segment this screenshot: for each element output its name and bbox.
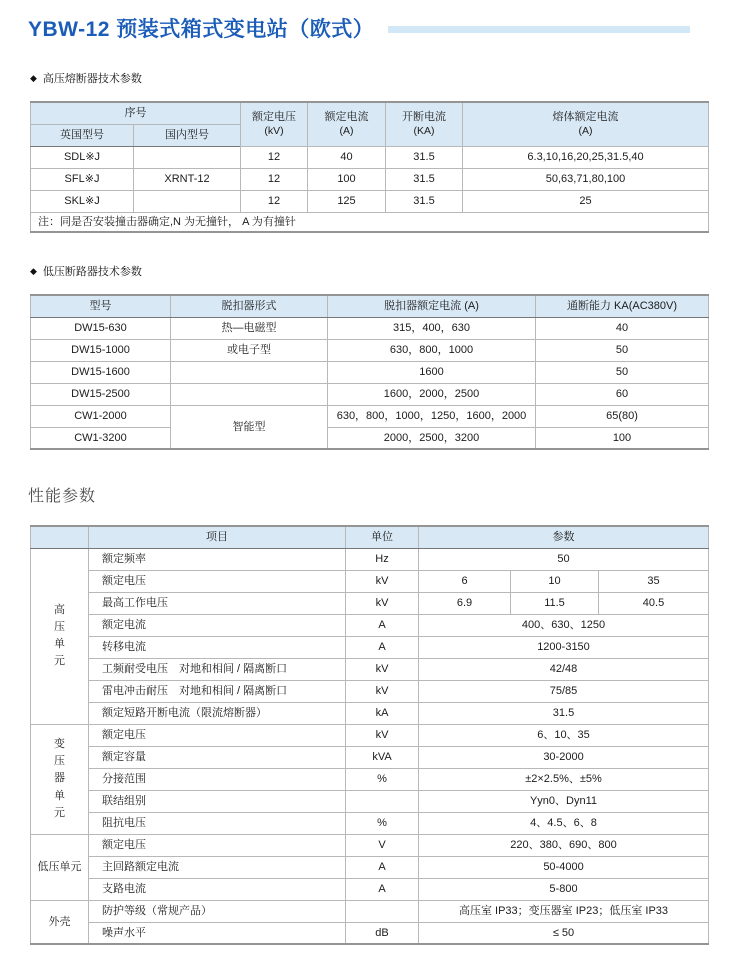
table-row (31, 636, 709, 658)
breaker-table (30, 294, 709, 450)
cell-breaking: 31.5 (386, 190, 463, 212)
cell-capacity: 60 (536, 383, 709, 405)
fuse-header-row-1 (31, 102, 709, 124)
note-row (31, 212, 709, 232)
cell-model: DW15-630 (31, 317, 171, 339)
title-accent-bar (388, 26, 690, 33)
cell-unit: A (346, 614, 419, 636)
cell-value: 5-800 (419, 878, 709, 900)
cell-unit: kV (346, 570, 419, 592)
header-unit: (KA) (413, 124, 435, 137)
header-cell-breaking-current (386, 102, 463, 146)
table-row (31, 658, 709, 680)
header-unit: (A) (578, 124, 593, 137)
cell-item: 联结组别 (89, 790, 346, 812)
cell-unit: % (346, 812, 419, 834)
cell-model: CW1-2000 (31, 405, 171, 427)
header-cell-trip-current: 脱扣器额定电流 (A) (328, 295, 536, 317)
section-label-text: 高压熔断器技术参数 (42, 73, 142, 85)
cell-cn-model (134, 146, 241, 168)
table-note: 注：同是否安装撞击器确定,N 为无撞针， A 为有撞针 (31, 212, 709, 232)
table-row (31, 339, 709, 361)
table-row (31, 922, 709, 944)
cell-model: DW15-1600 (31, 361, 171, 383)
page-title: YBW-12 预装式箱式变电站（欧式） (28, 18, 375, 41)
cell-value: 11.5 (511, 592, 599, 614)
cell-unit: kV (346, 680, 419, 702)
section-label-fuse (30, 70, 738, 86)
performance-table (30, 525, 709, 945)
cell-model: DW15-2500 (31, 383, 171, 405)
perf-header-row (31, 526, 709, 548)
cell-fuse-current: 25 (463, 190, 709, 212)
group-label: 高压单元 (54, 603, 65, 668)
table-row (31, 548, 709, 570)
cell-value: 高压室 IP33；变压器室 IP23；低压室 IP33 (419, 900, 709, 922)
cell-unit: kVA (346, 746, 419, 768)
cell-value: Yyn0、Dyn11 (419, 790, 709, 812)
cell-capacity: 65(80) (536, 405, 709, 427)
cell-value: 31.5 (419, 702, 709, 724)
header-label: 熔体额定电流 (552, 111, 619, 124)
cell-item: 最高工作电压 (89, 592, 346, 614)
cell-value: 75/85 (419, 680, 709, 702)
group-cell-transformer-unit (31, 724, 89, 834)
group-cell-lv-unit (31, 834, 89, 900)
cell-cn-model (134, 190, 241, 212)
cell-value: 30-2000 (419, 746, 709, 768)
table-row (31, 834, 709, 856)
cell-capacity: 40 (536, 317, 709, 339)
table-row (31, 856, 709, 878)
cell-current: 40 (308, 146, 386, 168)
cell-item: 额定容量 (89, 746, 346, 768)
header-label: 额定电流 (324, 111, 369, 124)
cell-trip: 或电子型 (171, 339, 328, 361)
cell-value: 4、4.5、6、8 (419, 812, 709, 834)
header-cell-rated-current (308, 102, 386, 146)
cell-value: 6、10、35 (419, 724, 709, 746)
header-cell-capacity: 通断能力 KA(AC380V) (536, 295, 709, 317)
header-label: 额定电压 (252, 111, 296, 124)
cell-capacity: 100 (536, 427, 709, 449)
header-cell-trip-type: 脱扣器形式 (171, 295, 328, 317)
section-label-text: 低压断路器技术参数 (42, 266, 142, 278)
table-row (31, 317, 709, 339)
cell-trip (171, 383, 328, 405)
cell-item: 噪声水平 (89, 922, 346, 944)
cell-value: ≤ 50 (419, 922, 709, 944)
cell-current: 630，800，1000 (328, 339, 536, 361)
table-row (31, 702, 709, 724)
diamond-bullet-icon: ◆ (30, 72, 37, 83)
cell-unit: V (346, 834, 419, 856)
cell-unit: dB (346, 922, 419, 944)
cell-unit: A (346, 856, 419, 878)
cell-cn-model: XRNT-12 (134, 168, 241, 190)
table-row (31, 680, 709, 702)
cell-unit: kV (346, 658, 419, 680)
section-label-breaker (30, 263, 738, 279)
header-cell-unit: 单位 (346, 526, 419, 548)
cell-current: 630，800，1000，1250，1600，2000 (328, 405, 536, 427)
cell-item: 支路电流 (89, 878, 346, 900)
header-cell-rated-voltage (241, 102, 308, 146)
header-cell-uk-model: 英国型号 (31, 124, 134, 146)
cell-capacity: 50 (536, 339, 709, 361)
cell-unit: kA (346, 702, 419, 724)
header-unit: (kV) (264, 124, 284, 137)
cell-current: 100 (308, 168, 386, 190)
cell-item: 防护等级（常规产品） (89, 900, 346, 922)
group-label: 外壳 (48, 915, 71, 928)
cell-unit (346, 790, 419, 812)
cell-item: 转移电流 (89, 636, 346, 658)
cell-trip-merged: 智能型 (171, 405, 328, 449)
cell-model: DW15-1000 (31, 339, 171, 361)
title-row (0, 0, 738, 43)
cell-value: 40.5 (599, 592, 709, 614)
table-row (31, 768, 709, 790)
fuse-table (30, 101, 709, 233)
cell-current: 315，400，630 (328, 317, 536, 339)
table-row (31, 614, 709, 636)
table-row (31, 427, 709, 449)
cell-breaking: 31.5 (386, 146, 463, 168)
cell-breaking: 31.5 (386, 168, 463, 190)
cell-value: 50 (419, 548, 709, 570)
table-row (31, 592, 709, 614)
cell-fuse-current: 50,63,71,80,100 (463, 168, 709, 190)
table-row (31, 746, 709, 768)
cell-unit: A (346, 636, 419, 658)
table-row (31, 361, 709, 383)
table-row (31, 383, 709, 405)
cell-unit: % (346, 768, 419, 790)
cell-current: 2000，2500，3200 (328, 427, 536, 449)
cell-model: CW1-3200 (31, 427, 171, 449)
cell-item: 额定电压 (89, 570, 346, 592)
cell-current: 125 (308, 190, 386, 212)
header-cell-model: 型号 (31, 295, 171, 317)
cell-item: 分接范围 (89, 768, 346, 790)
cell-value: 42/48 (419, 658, 709, 680)
cell-value: 6 (419, 570, 511, 592)
cell-item: 额定电压 (89, 834, 346, 856)
header-unit: (A) (339, 124, 354, 137)
cell-value: 10 (511, 570, 599, 592)
cell-current: 1600 (328, 361, 536, 383)
table-row (31, 724, 709, 746)
cell-value: 1200-3150 (419, 636, 709, 658)
cell-item: 阻抗电压 (89, 812, 346, 834)
table-row (31, 168, 709, 190)
table-row (31, 570, 709, 592)
breaker-header-row (31, 295, 709, 317)
cell-unit: A (346, 878, 419, 900)
cell-unit (346, 900, 419, 922)
header-cell-cn-model: 国内型号 (134, 124, 241, 146)
group-cell-hv-unit (31, 548, 89, 724)
cell-unit: kV (346, 592, 419, 614)
table-row (31, 190, 709, 212)
cell-voltage: 12 (241, 146, 308, 168)
cell-uk-model: SDL※J (31, 146, 134, 168)
cell-current: 1600，2000，2500 (328, 383, 536, 405)
cell-voltage: 12 (241, 168, 308, 190)
cell-value: 35 (599, 570, 709, 592)
diamond-bullet-icon: ◆ (30, 265, 37, 276)
cell-voltage: 12 (241, 190, 308, 212)
cell-value: 220、380、690、800 (419, 834, 709, 856)
cell-item: 雷电冲击耐压 对地和相间 / 隔离断口 (89, 680, 346, 702)
cell-unit: kV (346, 724, 419, 746)
group-cell-enclosure (31, 900, 89, 944)
table-row (31, 812, 709, 834)
cell-trip: 热—电磁型 (171, 317, 328, 339)
performance-heading: 性能参数 (28, 488, 97, 505)
header-cell-serial: 序号 (31, 102, 241, 124)
cell-item: 主回路额定电流 (89, 856, 346, 878)
cell-uk-model: SFL※J (31, 168, 134, 190)
cell-unit: Hz (346, 548, 419, 570)
table-row (31, 146, 709, 168)
cell-uk-model: SKL※J (31, 190, 134, 212)
cell-value: 50-4000 (419, 856, 709, 878)
header-cell-item: 项目 (89, 526, 346, 548)
header-label: 开断电流 (402, 111, 446, 124)
table-row (31, 790, 709, 812)
cell-item: 工频耐受电压 对地和相间 / 隔离断口 (89, 658, 346, 680)
header-cell-group (31, 526, 89, 548)
group-label: 变压器单元 (54, 738, 65, 819)
cell-trip (171, 361, 328, 383)
cell-value: 400、630、1250 (419, 614, 709, 636)
cell-item: 额定电流 (89, 614, 346, 636)
header-cell-param: 参数 (419, 526, 709, 548)
cell-capacity: 50 (536, 361, 709, 383)
cell-item: 额定短路开断电流（限流熔断器） (89, 702, 346, 724)
table-row (31, 405, 709, 427)
header-cell-fuse-current (463, 102, 709, 146)
cell-item: 额定电压 (89, 724, 346, 746)
cell-fuse-current: 6.3,10,16,20,25,31.5,40 (463, 146, 709, 168)
table-row (31, 900, 709, 922)
cell-item: 额定频率 (89, 548, 346, 570)
cell-value: ±2×2.5%、±5% (419, 768, 709, 790)
cell-value: 6.9 (419, 592, 511, 614)
table-row (31, 878, 709, 900)
group-label: 低压单元 (37, 860, 82, 873)
